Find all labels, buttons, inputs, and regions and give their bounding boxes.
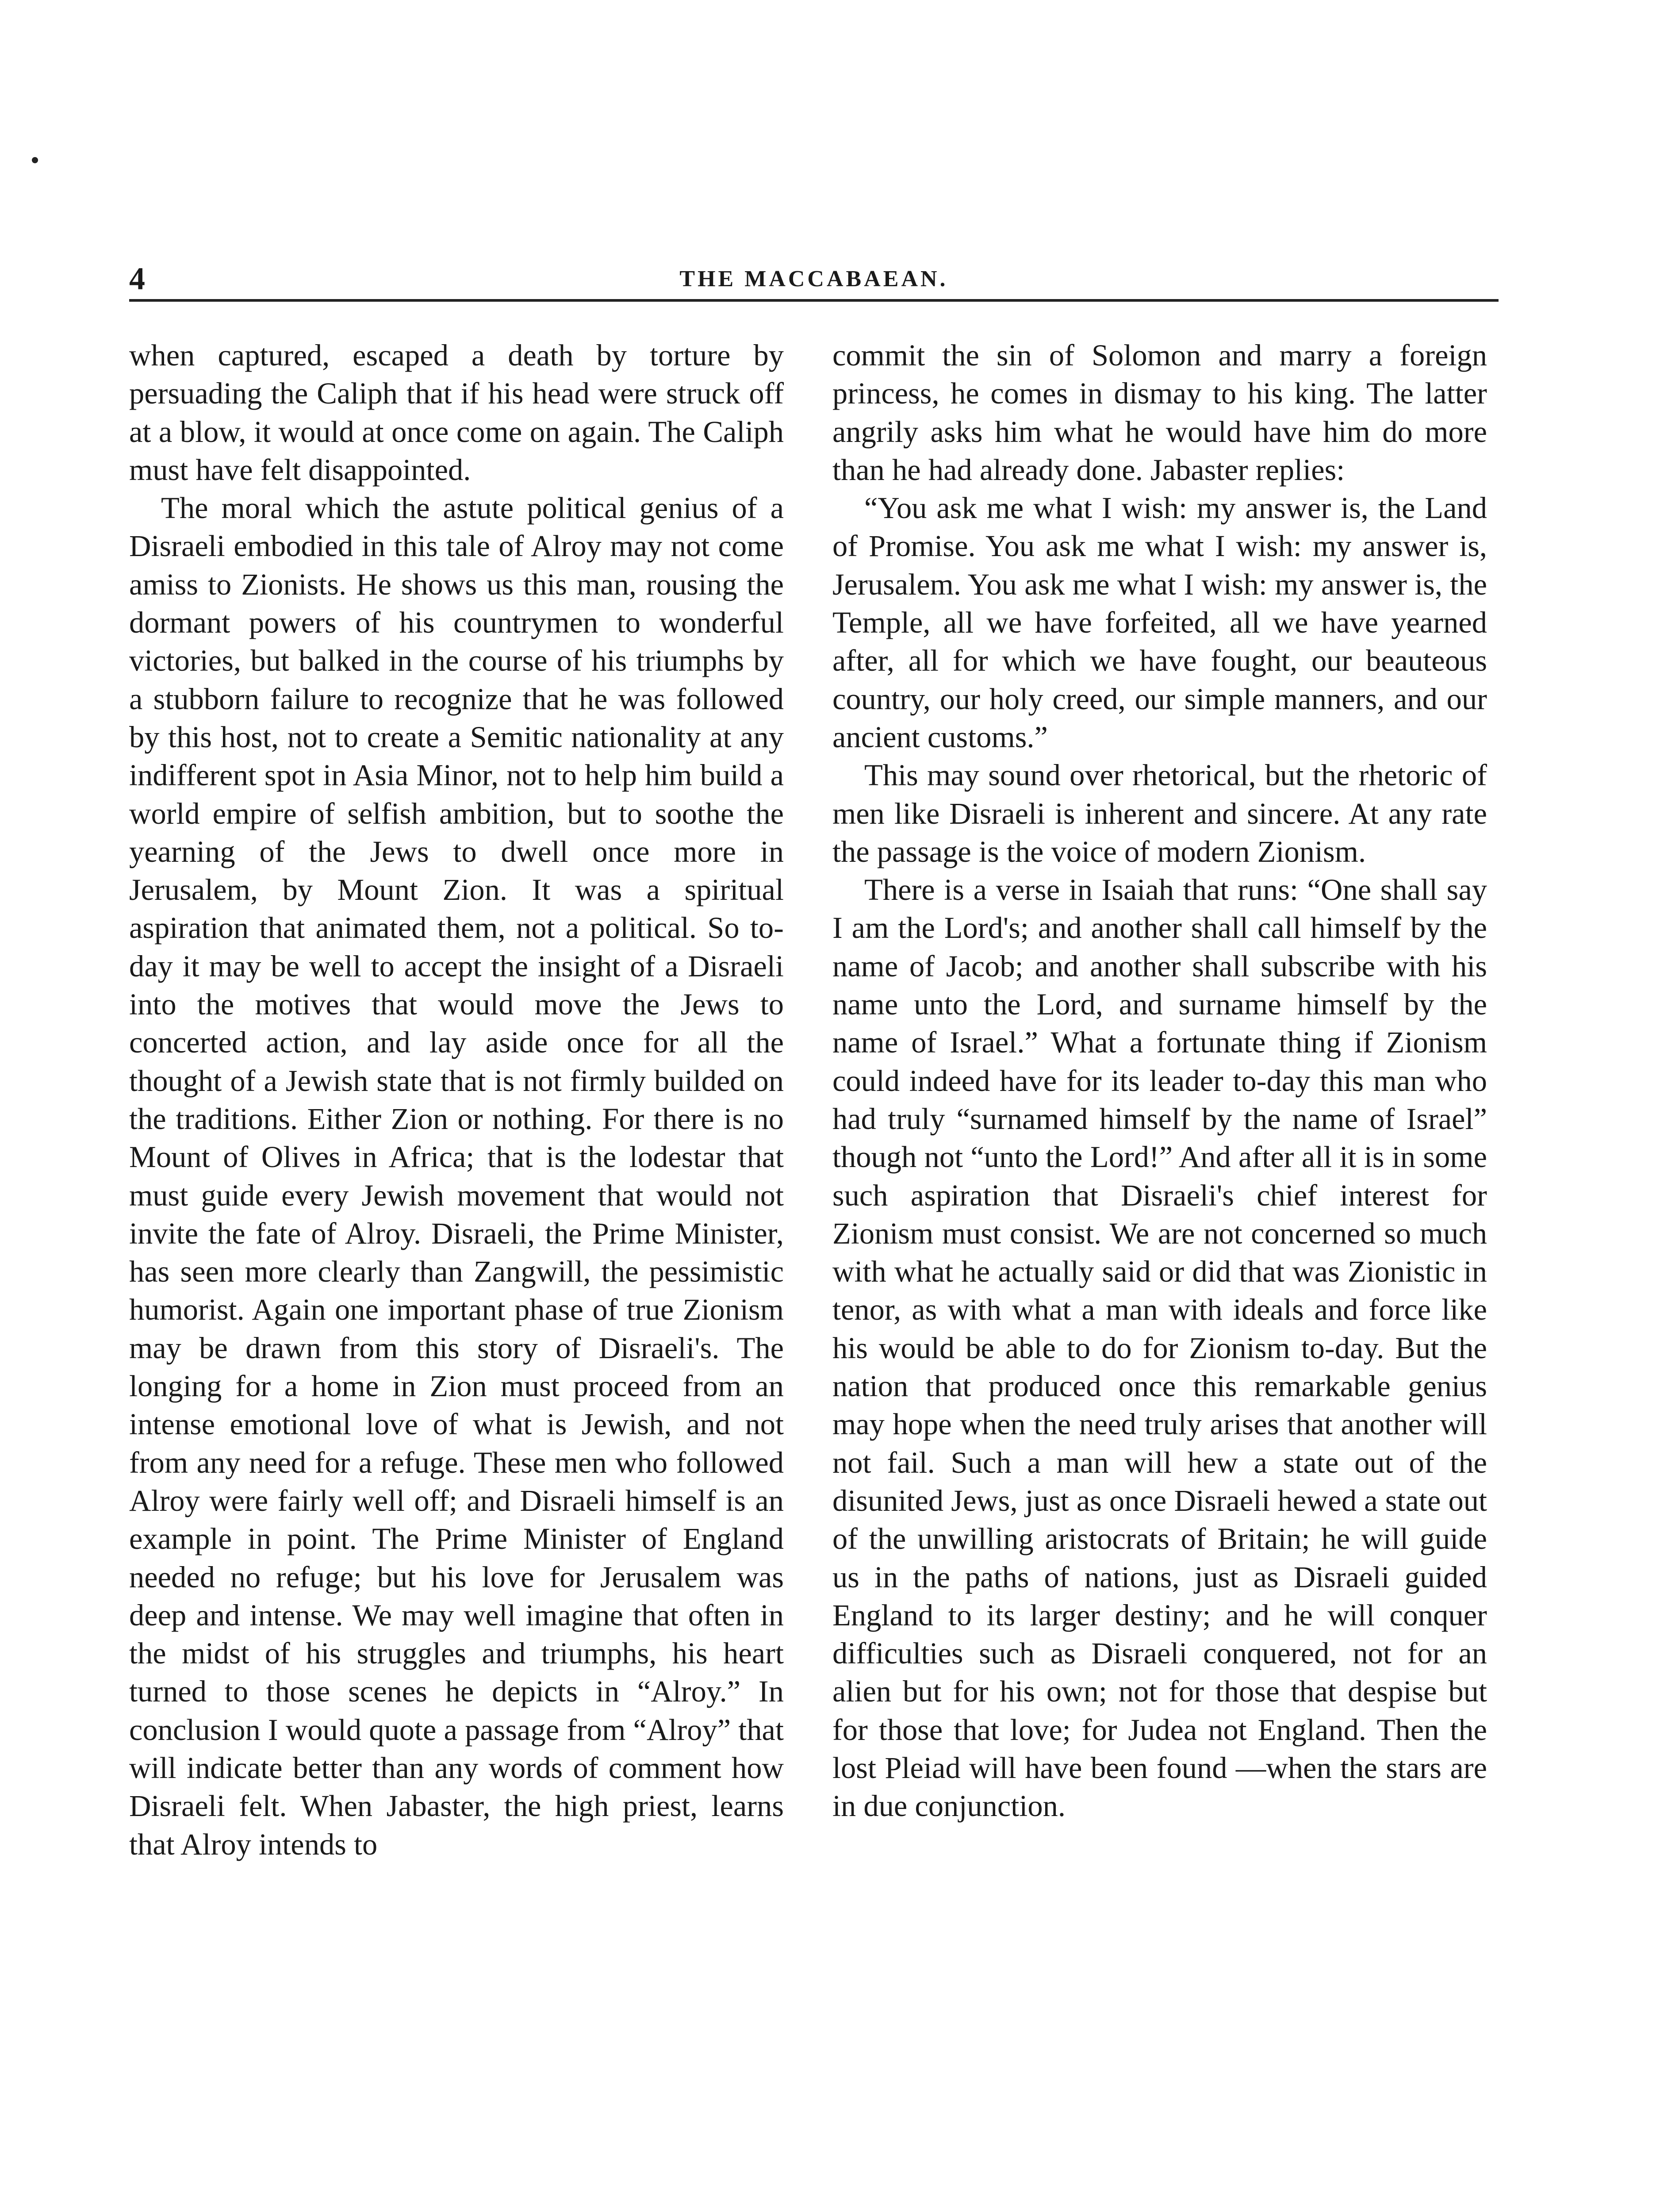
paragraph: commit the sin of Solomon and marry a foreign princess, he comes in dismay to his king. The latter angrily asks him what he would have him do more than he had already done. Jabaster replies: bbox=[832, 338, 1487, 487]
running-title: THE MACCABAEAN. bbox=[679, 266, 948, 292]
stray-dot bbox=[32, 157, 38, 163]
page-number: 4 bbox=[129, 261, 145, 296]
paragraph: This may sound over rhetorical, but the rhetoric of men like Disraeli is inherent and sincere. At any rate the passage is the voice of modern Zionism. bbox=[832, 758, 1487, 868]
page-header bbox=[129, 261, 1499, 296]
right-column bbox=[832, 336, 1487, 2172]
paragraph: “You ask me what I wish: my answer is, the Land of Promise. You ask me what I wish: my answer is, Jerusalem. You ask me what I wish: my answer is, the Temple, all we have forfeited, all we have yearned after, all for which we have fought, our beauteous country, our holy creed, our simple manners, and our ancient customs.” bbox=[832, 491, 1487, 754]
left-column bbox=[129, 336, 784, 2172]
paragraph: The moral which the astute political genius of a Disraeli embodied in this tale of Alroy may not come amiss to Zionists. He shows us this man, rousing the dormant powers of his countrymen to wonderful victories, but balked in the course of his triumphs by a stubborn failure to recognize that he was followed by this host, not to create a Semitic nationality at any indifferent spot in Asia Minor, not to help him build a world empire of selfish ambition, but to soothe the yearning of the Jews to dwell once more in Jerusalem, by Mount Zion. It was a spiritual aspiration that animated them, not a political. So to-day it may be well to accept the insight of a Disraeli into the motives that would move the Jews to concerted action, and lay aside once for all the thought of a Jewish state that is not firmly builded on the traditions. Either Zion or nothing. For there is no Mount of Olives in Africa; that is the lodestar that must guide every Jewish movement that would not invite the fate of Alroy. Disraeli, the Prime Minister, has seen more clearly than Zangwill, the pessimistic humorist. Again one important phase of true Zionism may be drawn from this story of Disraeli's. The longing for a home in Zion must proceed from an intense emotional love of what is Jewish, and not from any need for a refuge. These men who followed Alroy were fairly well off; and Disraeli himself is an example in point. The Prime Minister of England needed no refuge; but his love for Jerusalem was deep and intense. We may well imagine that often in the midst of his struggles and triumphs, his heart turned to those scenes he depicts in “Alroy.” In conclusion I would quote a passage from “Alroy” that will indicate better than any words of comment how Disraeli felt. When Jabaster, the high priest, learns that Alroy intends to bbox=[129, 491, 784, 1861]
paragraph: when captured, escaped a death by torture by persuading the Caliph that if his head were struck off at a blow, it would at once come on again. The Caliph must have felt disappointed. bbox=[129, 338, 784, 487]
paragraph: There is a verse in Isaiah that runs: “One shall say I am the Lord's; and another shall call himself by the name of Jacob; and another shall subscribe with his name unto the Lord, and surname himself by the name of Israel.” What a fortunate thing if Zionism could indeed have for its leader to-day this man who had truly “surnamed himself by the name of Israel” though not “unto the Lord!” And after all it is in some such aspiration that Disraeli's chief interest for Zionism must consist. We are not concerned so much with what he actually said or did that was Zionistic in tenor, as with what a man with ideals and force like his would be able to do for Zionism to-day. But the nation that produced once this remarkable genius may hope when the need truly arises that another will not fail. Such a man will hew a state out of the disunited Jews, just as once Disraeli hewed a state out of the unwilling aristocrats of Britain; he will guide us in the paths of nations, just as Disraeli guided England to its larger destiny; and he will conquer difficulties such as Disraeli conquered, not for an alien but for his own; not for those that despise but for those that love; for Judea not England. Then the lost Pleiad will have been found —when the stars are in due conjunction. bbox=[832, 873, 1487, 1823]
header-rule bbox=[129, 299, 1499, 302]
